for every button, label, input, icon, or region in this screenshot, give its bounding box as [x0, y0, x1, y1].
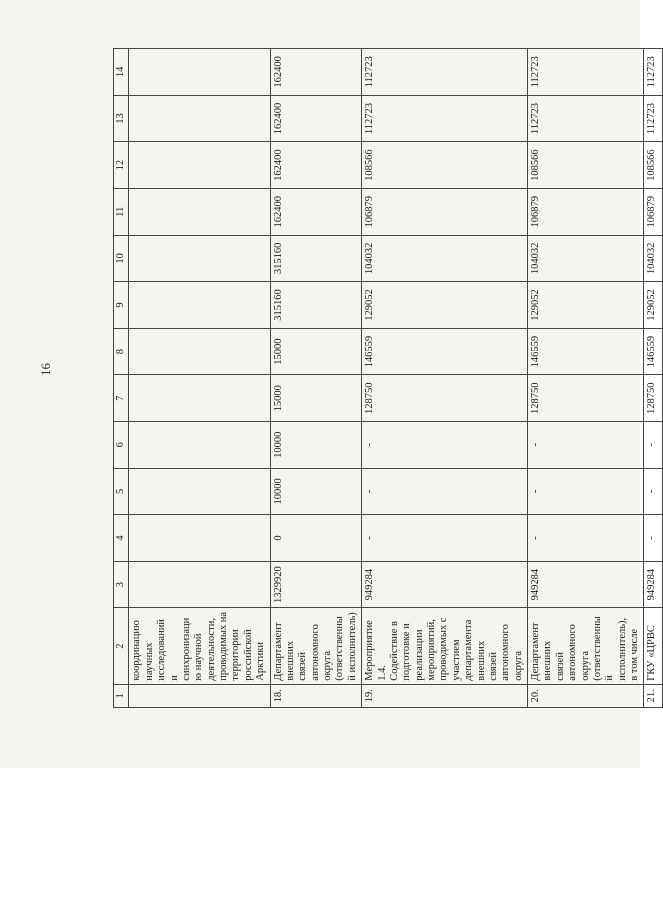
- value-cell: 0: [270, 515, 362, 562]
- value-cell: 146559: [362, 328, 528, 375]
- value-cell: 106879: [528, 188, 644, 235]
- value-cell: 10000: [270, 421, 362, 468]
- row-number-cell: 18.: [270, 684, 362, 707]
- value-cell: [129, 95, 270, 142]
- value-cell: 128750: [362, 375, 528, 422]
- value-cell: [129, 468, 270, 515]
- value-cell: 112723: [362, 49, 528, 96]
- table-row: [129, 49, 270, 708]
- budget-table: [113, 48, 663, 708]
- value-cell: 129052: [362, 282, 528, 329]
- value-cell: 106879: [644, 188, 663, 235]
- value-cell: -: [644, 421, 663, 468]
- value-cell: [129, 515, 270, 562]
- value-cell: 104032: [528, 235, 644, 282]
- value-cell: 106879: [362, 188, 528, 235]
- header-cell: 9: [114, 282, 129, 329]
- value-cell: 112723: [528, 49, 644, 96]
- value-cell: 162400: [270, 95, 362, 142]
- header-cell: 6: [114, 421, 129, 468]
- description-cell: координацию научных исследований и синхронизацию научной деятельности, проводимых на территории российской Арктики: [129, 608, 270, 684]
- value-cell: 949284: [362, 561, 528, 608]
- value-cell: 146559: [528, 328, 644, 375]
- table-row: [528, 49, 644, 708]
- value-cell: [129, 142, 270, 189]
- value-cell: 108566: [644, 142, 663, 189]
- value-cell: 949284: [644, 561, 663, 608]
- header-cell: 1: [114, 684, 129, 707]
- header-row: [114, 49, 129, 708]
- value-cell: 162400: [270, 188, 362, 235]
- value-cell: 146559: [644, 328, 663, 375]
- value-cell: 162400: [270, 49, 362, 96]
- value-cell: 108566: [528, 142, 644, 189]
- header-cell: 8: [114, 328, 129, 375]
- header-cell: 10: [114, 235, 129, 282]
- page-background: [0, 768, 640, 905]
- value-cell: 315160: [270, 282, 362, 329]
- header-cell: 3: [114, 561, 129, 608]
- value-cell: 112723: [644, 95, 663, 142]
- value-cell: 104032: [644, 235, 663, 282]
- table-row: [270, 49, 362, 708]
- rotated-table-wrapper: [113, 48, 658, 708]
- value-cell: [129, 421, 270, 468]
- value-cell: [129, 561, 270, 608]
- header-cell: 4: [114, 515, 129, 562]
- header-cell: 5: [114, 468, 129, 515]
- value-cell: -: [644, 515, 663, 562]
- value-cell: [129, 328, 270, 375]
- value-cell: 315160: [270, 235, 362, 282]
- value-cell: 112723: [528, 95, 644, 142]
- value-cell: 129052: [644, 282, 663, 329]
- value-cell: [129, 235, 270, 282]
- value-cell: 129052: [528, 282, 644, 329]
- value-cell: -: [362, 515, 528, 562]
- page-number: 16: [38, 363, 53, 376]
- header-cell: 12: [114, 142, 129, 189]
- value-cell: -: [644, 468, 663, 515]
- value-cell: 949284: [528, 561, 644, 608]
- row-number-cell: 21.: [644, 684, 663, 707]
- value-cell: 112723: [362, 95, 528, 142]
- row-number-cell: 19.: [362, 684, 528, 707]
- header-cell: 13: [114, 95, 129, 142]
- value-cell: 1329920: [270, 561, 362, 608]
- description-cell: Департамент внешних связей автономного округа (ответственный исполнитель), в том числе: [528, 608, 644, 684]
- header-cell: 7: [114, 375, 129, 422]
- table-row: [644, 49, 663, 708]
- header-cell: 11: [114, 188, 129, 235]
- value-cell: -: [362, 421, 528, 468]
- description-cell: Департамент внешних связей автономного округа (ответственный исполнитель): [270, 608, 362, 684]
- value-cell: 10000: [270, 468, 362, 515]
- value-cell: [129, 188, 270, 235]
- description-cell: Мероприятие 1.4. Содействие в подготовке и реализации мероприятий, проводимых с участием департамента внешних связей автономного округа: [362, 608, 528, 684]
- value-cell: -: [528, 421, 644, 468]
- description-cell: ГКУ «ЦРВС: [644, 608, 663, 684]
- table-row: [362, 49, 528, 708]
- value-cell: [129, 49, 270, 96]
- value-cell: [129, 282, 270, 329]
- value-cell: 112723: [644, 49, 663, 96]
- header-cell: 2: [114, 608, 129, 684]
- value-cell: [129, 375, 270, 422]
- value-cell: -: [528, 468, 644, 515]
- value-cell: -: [362, 468, 528, 515]
- value-cell: -: [528, 515, 644, 562]
- value-cell: 15000: [270, 328, 362, 375]
- row-number-cell: 20.: [528, 684, 644, 707]
- header-cell: 14: [114, 49, 129, 96]
- value-cell: 128750: [528, 375, 644, 422]
- value-cell: 15000: [270, 375, 362, 422]
- value-cell: 108566: [362, 142, 528, 189]
- value-cell: 104032: [362, 235, 528, 282]
- value-cell: 162400: [270, 142, 362, 189]
- row-number-cell: [129, 684, 270, 707]
- value-cell: 128750: [644, 375, 663, 422]
